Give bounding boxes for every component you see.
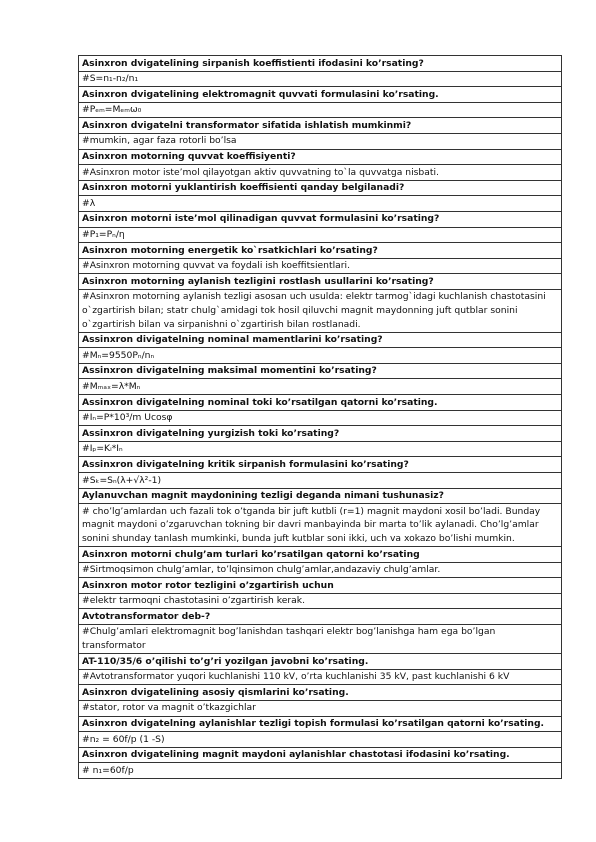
answer-text: #P₁=Pₙ/η (79, 227, 562, 243)
question-text: Asinxron dvigatelning aylanishlar tezligi topish formulasi ko’rsatilgan qatorni ko’rsating. (79, 716, 562, 732)
question-row (79, 547, 562, 563)
answer-row (79, 473, 562, 489)
answer-row (79, 71, 562, 87)
answer-text: #Iₚ=Kᵢ*Iₙ (79, 441, 562, 457)
question-text: Asinxron dvigatelining magnit maydoni aylanishlar chastotasi ifodasini ko’rsating. (79, 747, 562, 763)
question-text: Avtotransformator deb-? (79, 609, 562, 625)
question-row (79, 274, 562, 290)
answer-text: #λ (79, 196, 562, 212)
answer-text: #Asinxron motorning aylanish tezligi asosan uch usulda: elektr tarmog`idagi kuchlanish chastotasini o`zgartirish bilan; statr chulg`amidagi tok hosil qiluvchi magnit maydonning juft qutblar sonini o`zgartirish bilan va sirpanishni o`zgartirish bilan rostlanadi. (79, 289, 562, 332)
question-row (79, 87, 562, 103)
answer-row (79, 410, 562, 426)
question-text: Assinxron divigatelning kritik sirpanish formulasini ko’rsating? (79, 457, 562, 473)
question-row (79, 716, 562, 732)
answer-text: #elektr tarmoqni chastotasini o’zgartirish kerak. (79, 593, 562, 609)
answer-text: #Asinxron motorning quvvat va foydali ish koeffitsientlari. (79, 258, 562, 274)
answer-text: #Asinxron motor iste’mol qilayotgan aktiv quvvatning to`la quvvatga nisbati. (79, 165, 562, 181)
answer-row (79, 348, 562, 364)
answer-text: #Sₖ=Sₙ(λ+√λ²-1) (79, 473, 562, 489)
answer-text: # n₁=60f/p (79, 763, 562, 779)
question-row (79, 609, 562, 625)
question-text: Aylanuvchan magnit maydonining tezligi deganda nimani tushunasiz? (79, 488, 562, 504)
question-row (79, 578, 562, 594)
answer-row (79, 593, 562, 609)
question-row (79, 426, 562, 442)
question-text: Asinxron motor rotor tezligini o’zgartirish uchun (79, 578, 562, 594)
question-text: Asinxron dvigatelni transformator sifatida ishlatish mumkinmi? (79, 118, 562, 134)
answer-text: #Chulg’amlari elektromagnit bog’lanishdan tashqari elektr bog’lanishga ham ega bo’lgan transformator (79, 624, 562, 653)
question-text: Assinxron divigatelning nominal mamentlarini ko’rsating? (79, 332, 562, 348)
answer-row (79, 624, 562, 653)
answer-text: #mumkin, agar faza rotorli bo’lsa (79, 133, 562, 149)
question-text: Asinxron motorni yuklantirish koeffisienti qanday belgilanadi? (79, 180, 562, 196)
question-row (79, 332, 562, 348)
qa-table (78, 55, 562, 779)
answer-row (79, 379, 562, 395)
question-row (79, 395, 562, 411)
answer-row (79, 504, 562, 547)
answer-text: #S=n₁-n₂/n₁ (79, 71, 562, 87)
answer-row (79, 763, 562, 779)
answer-row (79, 133, 562, 149)
answer-row (79, 196, 562, 212)
question-text: Assinxron divigatelning yurgizish toki ko’rsating? (79, 426, 562, 442)
answer-row (79, 102, 562, 118)
question-row (79, 118, 562, 134)
answer-row (79, 441, 562, 457)
question-text: Asinxron motorning quvvat koeffisiyenti? (79, 149, 562, 165)
answer-text: #Pₑₘ=Mₑₘω₀ (79, 102, 562, 118)
answer-text: #Sirtmoqsimon chulg’amlar, to’lqinsimon chulg’amlar,andazaviy chulg’amlar. (79, 562, 562, 578)
question-text: Asinxron motorni chulg’am turlari ko’rsatilgan qatorni ko’rsating (79, 547, 562, 563)
question-text: Assinxron divigatelning nominal toki ko’rsatilgan qatorni ko’rsating. (79, 395, 562, 411)
question-row (79, 488, 562, 504)
question-text: Asinxron dvigatelining sirpanish koeffistienti ifodasini ko’rsating? (79, 56, 562, 72)
answer-row (79, 562, 562, 578)
answer-text: #Avtotransformator yuqori kuchlanishi 110 kV, o’rta kuchlanishi 35 kV, past kuchlanishi 6 kV (79, 669, 562, 685)
question-row (79, 457, 562, 473)
answer-row (79, 258, 562, 274)
question-row (79, 243, 562, 259)
question-row (79, 149, 562, 165)
question-row (79, 654, 562, 670)
question-text: Assinxron divigatelning maksimal momentini ko’rsating? (79, 363, 562, 379)
answer-row (79, 732, 562, 748)
question-text: AT-110/35/6 o’qilishi to’g’ri yozilgan javobni ko’rsating. (79, 654, 562, 670)
question-text: Asinxron motorning energetik ko`rsatkichlari ko’rsating? (79, 243, 562, 259)
answer-row (79, 289, 562, 332)
question-row (79, 211, 562, 227)
answer-text: # cho’lg’amlardan uch fazali tok o’tganda bir juft kutbli (r=1) magnit maydoni xosil bo’ladi. Bunday magnit maydoni o’zgaruvchan tokning bir davri manbayinda bir marta to’lik aylanadi. Cho’lg’amlar sonini shunday tanlash mumkinki, bunda juft kutblar soni ikki, uch va xokazo bo’lishi mumkin. (79, 504, 562, 547)
qa-table-body (79, 56, 562, 779)
answer-row (79, 227, 562, 243)
answer-row (79, 669, 562, 685)
question-row (79, 363, 562, 379)
question-row (79, 56, 562, 72)
answer-text: #Mₘₐₓ=λ*Mₙ (79, 379, 562, 395)
question-row (79, 747, 562, 763)
answer-row (79, 165, 562, 181)
answer-text: #stator, rotor va magnit o’tkazgichlar (79, 700, 562, 716)
answer-row (79, 700, 562, 716)
question-text: Asinxron dvigatelining elektromagnit quvvati formulasini ko’rsating. (79, 87, 562, 103)
answer-text: #Mₙ=9550Pₙ/nₙ (79, 348, 562, 364)
answer-text: #n₂ = 60f/p (1 -S) (79, 732, 562, 748)
question-row (79, 685, 562, 701)
answer-text: #Iₙ=P*10³/m Ucosφ (79, 410, 562, 426)
question-text: Asinxron motorning aylanish tezligini rostlash usullarini ko’rsating? (79, 274, 562, 290)
question-row (79, 180, 562, 196)
question-text: Asinxron dvigatelining asosiy qismlarini ko’rsating. (79, 685, 562, 701)
question-text: Asinxron motorni iste’mol qilinadigan quvvat formulasini ko’rsating? (79, 211, 562, 227)
